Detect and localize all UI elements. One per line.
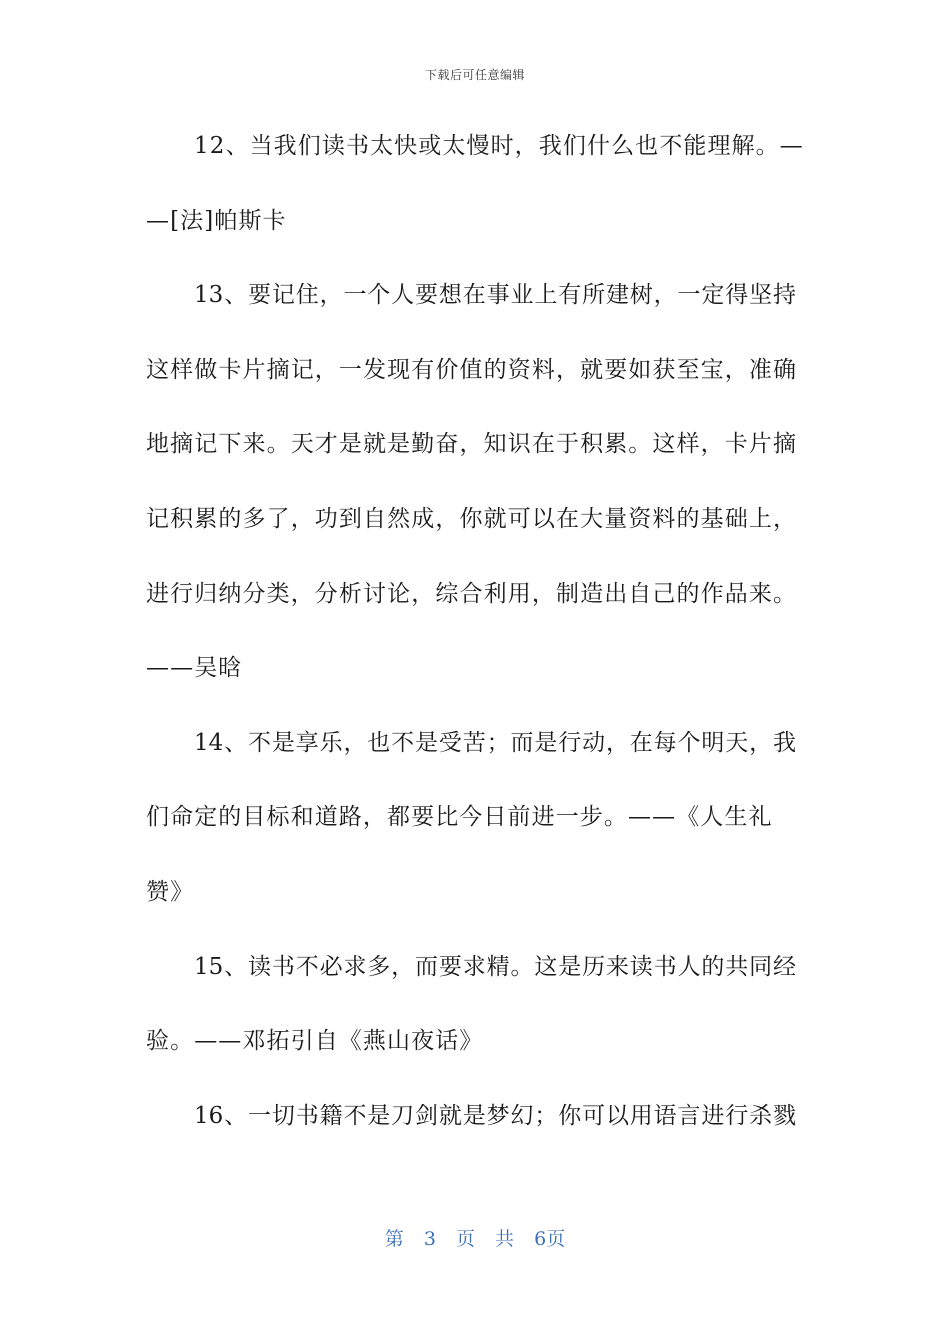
- text-line: 16、一切书籍不是刀剑就是梦幻；你可以用语言进行杀戮: [194, 1102, 796, 1129]
- text-line: ——吴晗: [146, 655, 243, 682]
- text-line: 记积累的多了，功到自然成，你就可以在大量资料的基础上，: [146, 505, 796, 532]
- text-line: 验。——邓拓引自《燕山夜话》: [146, 1028, 484, 1055]
- text-line: 们命定的目标和道路，都要比今日前进一步。——《人生礼: [146, 804, 773, 831]
- footer-word-ye: 页: [455, 1228, 475, 1250]
- page-header: 下载后可任意编辑: [424, 68, 525, 82]
- footer-total-pages: 6页: [534, 1228, 566, 1250]
- text-line: 14、不是享乐，也不是受苦；而是行动，在每个明天，我: [194, 729, 796, 756]
- text-line: 这样做卡片摘记，一发现有价值的资料，就要如获至宝，准确: [146, 356, 796, 383]
- text-line: 15、读书不必求多，而要求精。这是历来读书人的共同经: [194, 953, 796, 980]
- footer-current-page: 3: [423, 1228, 436, 1250]
- footer-word-page: 第: [384, 1228, 404, 1250]
- page-footer: [0, 1224, 950, 1251]
- text-line: 地摘记下来。天才是就是勤奋，知识在于积累。这样，卡片摘: [146, 431, 796, 458]
- footer-word-total: 共: [495, 1228, 515, 1250]
- text-line: 赞》: [146, 878, 195, 905]
- text-line: 12、当我们读书太快或太慢时，我们什么也不能理解。—: [194, 133, 804, 159]
- document-body: [146, 118, 804, 1162]
- text-line: —[法]帕斯卡: [146, 207, 287, 234]
- text-line: 进行归纳分类，分析讨论，综合利用，制造出自己的作品来。: [146, 580, 796, 607]
- text-line: 13、要记住，一个人要想在事业上有所建树，一定得坚持: [194, 282, 796, 309]
